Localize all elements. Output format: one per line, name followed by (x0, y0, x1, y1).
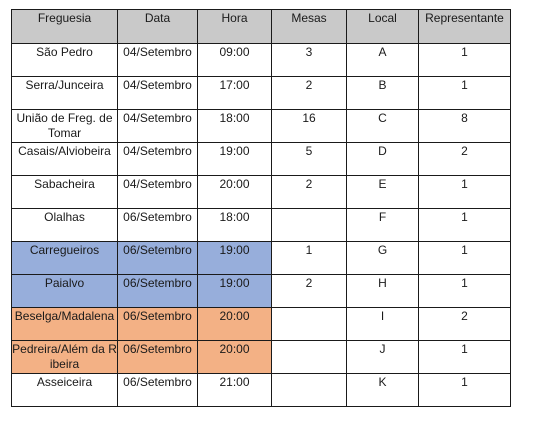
cell-data: 06/Setembro (118, 242, 198, 275)
cell-data: 04/Setembro (118, 176, 198, 209)
cell-mesas: 5 (272, 143, 347, 176)
table-row (12, 275, 511, 308)
cell-mesas (272, 308, 347, 341)
table-header-row (12, 10, 511, 44)
cell-representante: 1 (419, 44, 511, 77)
cell-mesas (272, 374, 347, 407)
cell-representante: 1 (419, 341, 511, 374)
cell-freguesia: Paialvo (12, 275, 118, 308)
cell-mesas: 1 (272, 242, 347, 275)
cell-hora: 20:00 (198, 308, 272, 341)
cell-local: I (347, 308, 419, 341)
table-row (12, 341, 511, 374)
cell-freguesia: São Pedro (12, 44, 118, 77)
cell-representante: 1 (419, 275, 511, 308)
cell-mesas: 2 (272, 275, 347, 308)
cell-mesas (272, 209, 347, 242)
cell-representante: 1 (419, 176, 511, 209)
cell-data: 06/Setembro (118, 209, 198, 242)
header-data: Data (118, 10, 198, 44)
cell-freguesia: Sabacheira (12, 176, 118, 209)
header-local: Local (347, 10, 419, 44)
cell-data: 06/Setembro (118, 374, 198, 407)
cell-representante: 8 (419, 110, 511, 143)
cell-representante: 1 (419, 242, 511, 275)
cell-freguesia: Carregueiros (12, 242, 118, 275)
cell-local: D (347, 143, 419, 176)
cell-data: 06/Setembro (118, 341, 198, 374)
cell-hora: 09:00 (198, 44, 272, 77)
cell-local: A (347, 44, 419, 77)
cell-local: K (347, 374, 419, 407)
table-row (12, 176, 511, 209)
cell-data: 06/Setembro (118, 275, 198, 308)
cell-data: 04/Setembro (118, 143, 198, 176)
table-row (12, 374, 511, 407)
cell-hora: 19:00 (198, 143, 272, 176)
cell-representante: 1 (419, 77, 511, 110)
cell-freguesia: Pedreira/Além da Ribeira (12, 341, 118, 374)
table-row (12, 308, 511, 341)
cell-hora: 20:00 (198, 176, 272, 209)
table-row (12, 143, 511, 176)
cell-mesas: 16 (272, 110, 347, 143)
cell-hora: 20:00 (198, 341, 272, 374)
cell-hora: 18:00 (198, 110, 272, 143)
cell-representante: 1 (419, 374, 511, 407)
cell-local: E (347, 176, 419, 209)
cell-freguesia: Casais/Alviobeira (12, 143, 118, 176)
table-body (12, 44, 511, 407)
cell-representante: 2 (419, 143, 511, 176)
cell-mesas: 2 (272, 176, 347, 209)
header-representante: Representante (419, 10, 511, 44)
cell-mesas: 2 (272, 77, 347, 110)
cell-freguesia: Asseiceira (12, 374, 118, 407)
table-row (12, 77, 511, 110)
cell-hora: 17:00 (198, 77, 272, 110)
cell-local: J (347, 341, 419, 374)
cell-data: 06/Setembro (118, 308, 198, 341)
cell-data: 04/Setembro (118, 110, 198, 143)
cell-hora: 19:00 (198, 275, 272, 308)
cell-freguesia: Olalhas (12, 209, 118, 242)
table-row (12, 44, 511, 77)
cell-representante: 1 (419, 209, 511, 242)
cell-hora: 18:00 (198, 209, 272, 242)
cell-mesas (272, 341, 347, 374)
cell-representante: 2 (419, 308, 511, 341)
header-mesas: Mesas (272, 10, 347, 44)
cell-freguesia: União de Freg. de Tomar (12, 110, 118, 143)
cell-hora: 21:00 (198, 374, 272, 407)
cell-freguesia: Beselga/Madalena (12, 308, 118, 341)
table-row (12, 110, 511, 143)
cell-local: C (347, 110, 419, 143)
cell-local: B (347, 77, 419, 110)
header-freguesia: Freguesia (12, 10, 118, 44)
cell-local: H (347, 275, 419, 308)
cell-local: F (347, 209, 419, 242)
table-row (12, 242, 511, 275)
table-row (12, 209, 511, 242)
cell-data: 04/Setembro (118, 44, 198, 77)
cell-hora: 19:00 (198, 242, 272, 275)
cell-freguesia: Serra/Junceira (12, 77, 118, 110)
header-hora: Hora (198, 10, 272, 44)
cell-data: 04/Setembro (118, 77, 198, 110)
cell-local: G (347, 242, 419, 275)
cell-mesas: 3 (272, 44, 347, 77)
schedule-table (11, 9, 511, 407)
